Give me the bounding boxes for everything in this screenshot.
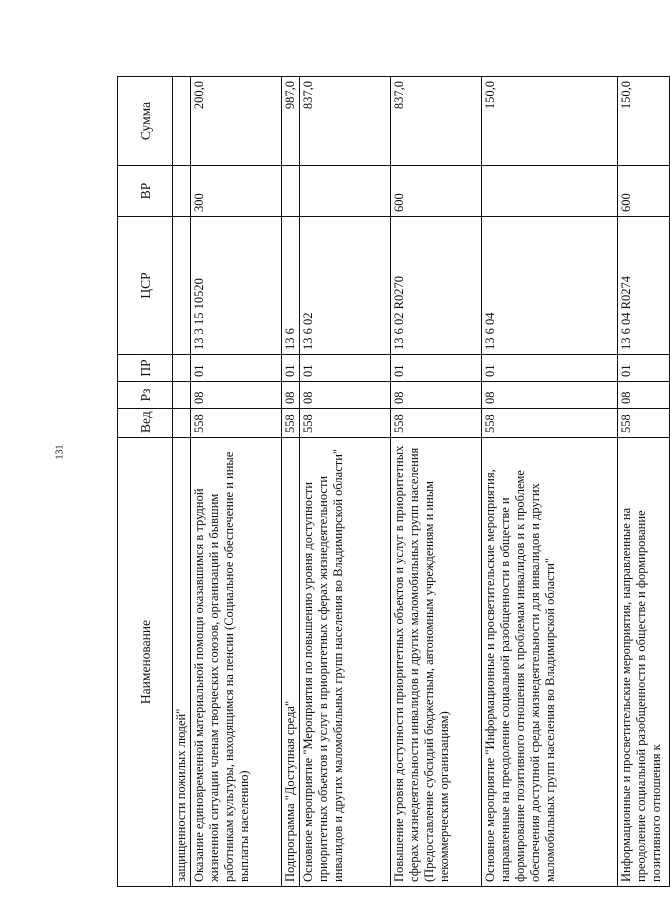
table-row	[191, 77, 282, 887]
cell-vr: 300	[191, 166, 282, 217]
cell-csr: 13 6 02 R0270	[391, 217, 482, 355]
table-row	[391, 77, 482, 887]
cell-name: Информационные и просветительские мероприятия, направленные на преодоление социальной разобщенности в обществе и формирование позитивного отношения к	[618, 438, 670, 887]
cell-rz: 08	[282, 382, 300, 409]
cell-ved: 558	[300, 409, 391, 438]
cell-rz: 08	[618, 382, 670, 409]
cell-sum: 150,0	[482, 77, 618, 166]
header-vr: ВР	[118, 166, 173, 217]
cell-sum: 150,0	[618, 77, 670, 166]
rotated-page-content	[117, 77, 663, 887]
cell-ved: 558	[482, 409, 618, 438]
cell-vr	[300, 166, 391, 217]
cell-ved: 558	[391, 409, 482, 438]
cell-name: Повышение уровня доступности приоритетных объектов и услуг в приоритетных сферах жизнедеятельности инвалидов и других маломобильных групп населения (Предоставление субсидий бюджетным, автономным учреждениям и иным некоммерческим организациям)	[391, 438, 482, 887]
table-row	[300, 77, 391, 887]
header-rz: Рз	[118, 382, 173, 409]
table-row	[618, 77, 670, 887]
cell-vr: 600	[391, 166, 482, 217]
cell-sum	[173, 77, 191, 166]
cell-rz: 08	[191, 382, 282, 409]
cell-pr: 01	[282, 355, 300, 382]
cell-ved: 558	[282, 409, 300, 438]
header-pr: ПР	[118, 355, 173, 382]
cell-csr: 13 6 04	[482, 217, 618, 355]
cell-vr	[482, 166, 618, 217]
budget-table	[117, 76, 670, 887]
cell-name: Подпрограмма "Доступная среда"	[282, 438, 300, 887]
cell-vr: 600	[618, 166, 670, 217]
cell-vr	[282, 166, 300, 217]
cell-pr: 01	[391, 355, 482, 382]
cell-vr	[173, 166, 191, 217]
cell-pr: 01	[300, 355, 391, 382]
cell-csr: 13 3 15 10520	[191, 217, 282, 355]
cell-rz: 08	[300, 382, 391, 409]
cell-rz	[173, 382, 191, 409]
cell-name: защищенности пожилых людей"	[173, 438, 191, 887]
cell-pr	[173, 355, 191, 382]
cell-ved: 558	[618, 409, 670, 438]
cell-rz: 08	[391, 382, 482, 409]
cell-csr: 13 6 04 R0274	[618, 217, 670, 355]
cell-ved	[173, 409, 191, 438]
header-ved: Вед	[118, 409, 173, 438]
cell-rz: 08	[482, 382, 618, 409]
header-csr: ЦСР	[118, 217, 173, 355]
cell-sum: 987,0	[282, 77, 300, 166]
cell-pr: 01	[618, 355, 670, 382]
cell-sum: 837,0	[300, 77, 391, 166]
cell-csr: 13 6 02	[300, 217, 391, 355]
cell-csr	[173, 217, 191, 355]
cell-name: Оказание единовременной материальной помощи оказавшимся в трудной жизненной ситуации членам творческих союзов, организаций и бывшим работникам культуры, находящимся на пенсии (Социальное обеспечение и иные выплаты населению)	[191, 438, 282, 887]
page-number: 131	[54, 444, 66, 460]
cell-pr: 01	[191, 355, 282, 382]
cell-name: Основное мероприятие "Информационные и просветительские мероприятия, направленные на преодоление социальной разобщенности в обществе и формирование позитивного отношения к проблемам инвалидов и к проблеме обеспечения доступной среды жизнедеятельности для инвалидов и других маломобильных групп населения во Владимирской области"	[482, 438, 618, 887]
table-row	[282, 77, 300, 887]
cell-sum: 837,0	[391, 77, 482, 166]
cell-name: Основное мероприятие "Мероприятия по повышению уровня доступности приоритетных объектов и услуг в приоритетных сферах жизнедеятельности инвалидов и других маломобильных групп населения во Владимирской области"	[300, 438, 391, 887]
cell-ved: 558	[191, 409, 282, 438]
table-row	[482, 77, 618, 887]
table-row	[173, 77, 191, 887]
header-name: Наименование	[118, 438, 173, 887]
cell-pr: 01	[482, 355, 618, 382]
table-header-row	[118, 77, 173, 887]
cell-sum: 200,0	[191, 77, 282, 166]
cell-csr: 13 6	[282, 217, 300, 355]
header-sum: Сумма	[118, 77, 173, 166]
